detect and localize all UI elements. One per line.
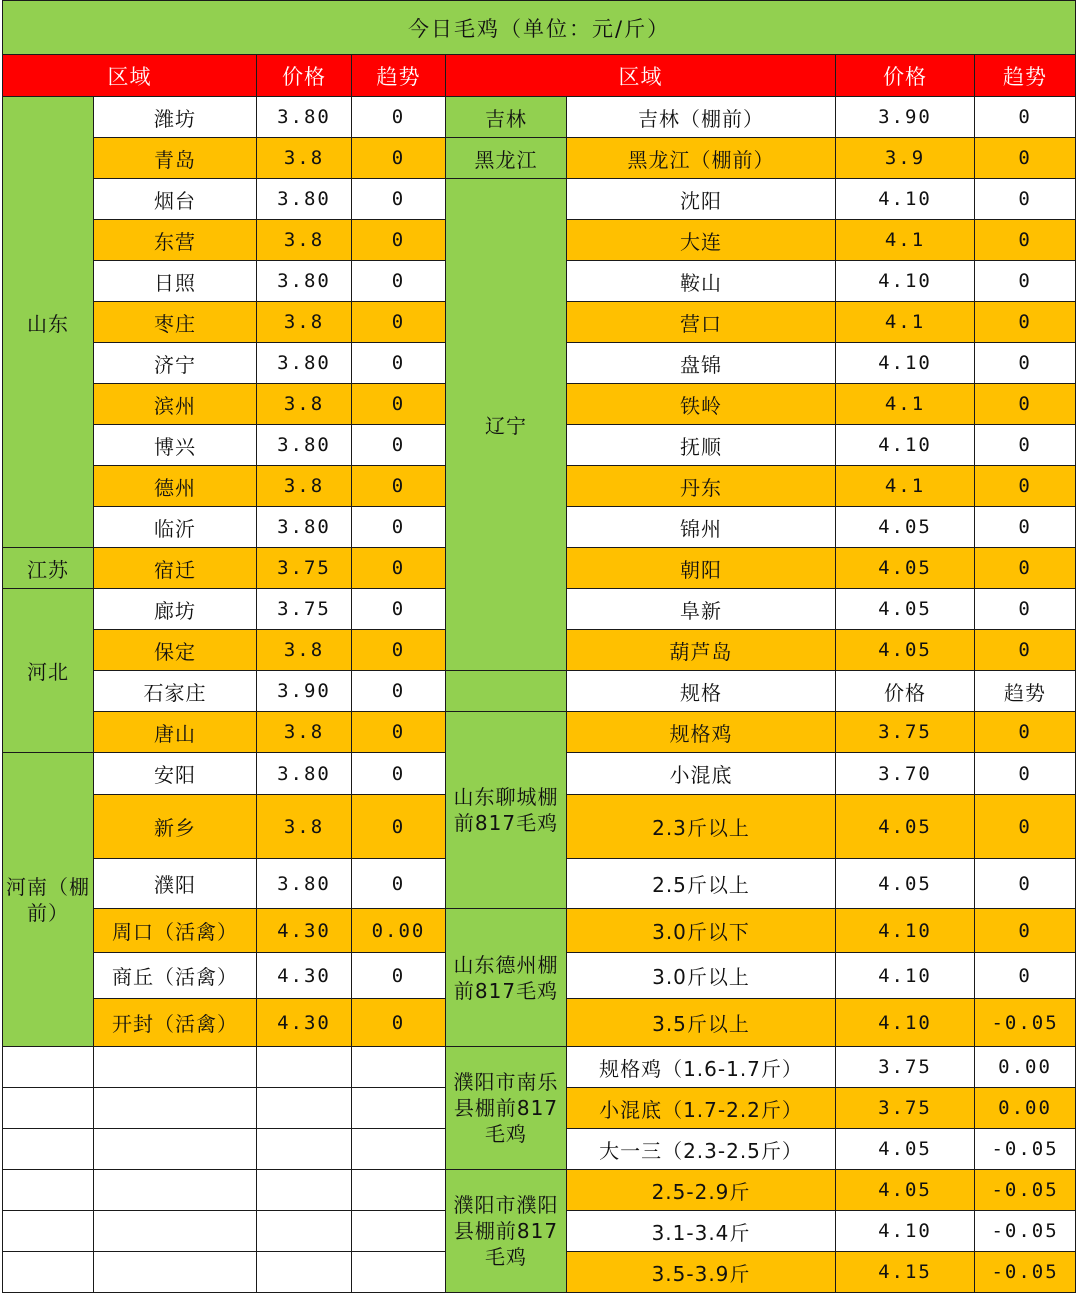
empty-cell <box>352 1211 446 1252</box>
left-price: 3.80 <box>257 753 352 795</box>
header-region: 区域 <box>3 55 257 97</box>
right-price: 4.10 <box>836 179 975 220</box>
right-trend: 0 <box>975 909 1076 953</box>
right-area: 规格鸡（1.6-1.7斤） <box>567 1047 836 1088</box>
empty-cell <box>352 1047 446 1088</box>
left-city: 潍坊 <box>94 97 257 138</box>
right-price: 4.15 <box>836 1252 975 1293</box>
right-price: 3.70 <box>836 753 975 795</box>
header-price-right: 价格 <box>836 55 975 97</box>
empty-cell <box>3 1129 94 1170</box>
left-trend: 0 <box>352 999 446 1047</box>
right-area: 2.3斤以上 <box>567 795 836 859</box>
empty-cell <box>257 1211 352 1252</box>
left-trend: 0 <box>352 753 446 795</box>
left-city: 濮阳 <box>94 859 257 909</box>
right-price: 3.75 <box>836 1047 975 1088</box>
empty-cell <box>257 1047 352 1088</box>
right-trend: 0 <box>975 712 1076 753</box>
left-city: 保定 <box>94 630 257 671</box>
right-area: 小混底 <box>567 753 836 795</box>
group-jiangsu: 江苏 <box>3 548 94 589</box>
left-city: 德州 <box>94 466 257 507</box>
empty-cell <box>94 1211 257 1252</box>
left-price: 3.8 <box>257 466 352 507</box>
right-area: 3.1-3.4斤 <box>567 1211 836 1252</box>
right-price: 4.05 <box>836 859 975 909</box>
right-area: 大一三（2.3-2.5斤） <box>567 1129 836 1170</box>
right-trend: 0 <box>975 859 1076 909</box>
right-price: 4.1 <box>836 302 975 343</box>
group-shandong: 山东 <box>3 97 94 548</box>
right-price: 4.05 <box>836 548 975 589</box>
empty-cell <box>352 1170 446 1211</box>
right-price: 4.10 <box>836 953 975 999</box>
left-price: 3.8 <box>257 630 352 671</box>
right-trend: 0 <box>975 466 1076 507</box>
left-price: 3.8 <box>257 795 352 859</box>
right-price: 4.10 <box>836 909 975 953</box>
right-area: 3.5斤以上 <box>567 999 836 1047</box>
empty-cell <box>94 1170 257 1211</box>
right-trend: 0 <box>975 138 1076 179</box>
right-price: 3.90 <box>836 97 975 138</box>
left-price: 3.80 <box>257 97 352 138</box>
left-trend: 0 <box>352 343 446 384</box>
group-dezhou: 山东德州棚前817毛鸡 <box>446 909 567 1047</box>
header-trend: 趋势 <box>352 55 446 97</box>
right-area: 2.5斤以上 <box>567 859 836 909</box>
right-price: 4.10 <box>836 1211 975 1252</box>
right-trend: -0.05 <box>975 1129 1076 1170</box>
price-table <box>2 0 1076 1293</box>
left-city: 滨州 <box>94 384 257 425</box>
left-city: 日照 <box>94 261 257 302</box>
left-trend: 0 <box>352 384 446 425</box>
right-area: 沈阳 <box>567 179 836 220</box>
right-trend: -0.05 <box>975 999 1076 1047</box>
right-price: 3.9 <box>836 138 975 179</box>
left-city: 临沂 <box>94 507 257 548</box>
right-trend: 0 <box>975 302 1076 343</box>
left-trend: 0 <box>352 425 446 466</box>
left-trend: 0 <box>352 859 446 909</box>
left-price: 3.8 <box>257 220 352 261</box>
left-price: 3.75 <box>257 589 352 630</box>
left-price: 3.8 <box>257 138 352 179</box>
group-nanle: 濮阳市南乐县棚前817毛鸡 <box>446 1047 567 1170</box>
left-price: 3.75 <box>257 548 352 589</box>
right-trend: 0.00 <box>975 1047 1076 1088</box>
empty-cell <box>3 1252 94 1293</box>
right-area: 朝阳 <box>567 548 836 589</box>
spec-blank-cell <box>446 671 567 712</box>
left-city: 宿迁 <box>94 548 257 589</box>
left-city: 周口（活禽） <box>94 909 257 953</box>
right-price: 4.1 <box>836 466 975 507</box>
right-area: 2.5-2.9斤 <box>567 1170 836 1211</box>
right-area: 大连 <box>567 220 836 261</box>
left-trend: 0 <box>352 220 446 261</box>
right-trend: 0 <box>975 589 1076 630</box>
right-trend: 0 <box>975 384 1076 425</box>
right-area: 小混底（1.7-2.2斤） <box>567 1088 836 1129</box>
group-puyang: 濮阳市濮阳县棚前817毛鸡 <box>446 1170 567 1293</box>
right-trend: 0 <box>975 179 1076 220</box>
right-price: 4.10 <box>836 261 975 302</box>
right-area: 规格鸡 <box>567 712 836 753</box>
left-city: 济宁 <box>94 343 257 384</box>
left-trend: 0 <box>352 179 446 220</box>
right-trend: 0 <box>975 548 1076 589</box>
left-city: 廊坊 <box>94 589 257 630</box>
spec-header: 规格 <box>567 671 836 712</box>
right-price: 4.05 <box>836 795 975 859</box>
group-liaoning: 辽宁 <box>446 179 567 671</box>
right-price: 4.05 <box>836 1129 975 1170</box>
empty-cell <box>352 1129 446 1170</box>
right-area: 抚顺 <box>567 425 836 466</box>
group-henan: 河南（棚前） <box>3 753 94 1047</box>
left-trend: 0 <box>352 712 446 753</box>
left-city: 新乡 <box>94 795 257 859</box>
empty-cell <box>352 1252 446 1293</box>
left-trend: 0 <box>352 548 446 589</box>
right-price: 4.10 <box>836 425 975 466</box>
left-trend: 0.00 <box>352 909 446 953</box>
right-area: 吉林（棚前） <box>567 97 836 138</box>
empty-cell <box>94 1047 257 1088</box>
right-area: 葫芦岛 <box>567 630 836 671</box>
right-price: 3.75 <box>836 712 975 753</box>
right-trend: 0 <box>975 507 1076 548</box>
empty-cell <box>94 1129 257 1170</box>
right-area: 丹东 <box>567 466 836 507</box>
empty-cell <box>352 1088 446 1129</box>
right-area: 3.0斤以上 <box>567 953 836 999</box>
empty-cell <box>3 1170 94 1211</box>
left-trend: 0 <box>352 138 446 179</box>
left-trend: 0 <box>352 302 446 343</box>
group-hebei: 河北 <box>3 589 94 753</box>
left-city: 烟台 <box>94 179 257 220</box>
right-trend: -0.05 <box>975 1252 1076 1293</box>
left-price: 4.30 <box>257 953 352 999</box>
right-area: 铁岭 <box>567 384 836 425</box>
right-area: 盘锦 <box>567 343 836 384</box>
left-price: 4.30 <box>257 909 352 953</box>
right-trend: 0 <box>975 753 1076 795</box>
right-trend: 0 <box>975 425 1076 466</box>
empty-cell <box>3 1047 94 1088</box>
left-trend: 0 <box>352 507 446 548</box>
left-price: 3.8 <box>257 384 352 425</box>
right-trend: -0.05 <box>975 1211 1076 1252</box>
left-city: 石家庄 <box>94 671 257 712</box>
left-trend: 0 <box>352 261 446 302</box>
left-city: 安阳 <box>94 753 257 795</box>
left-city: 青岛 <box>94 138 257 179</box>
right-area: 鞍山 <box>567 261 836 302</box>
left-city: 唐山 <box>94 712 257 753</box>
right-trend: -0.05 <box>975 1170 1076 1211</box>
left-price: 3.8 <box>257 712 352 753</box>
left-trend: 0 <box>352 671 446 712</box>
empty-cell <box>94 1088 257 1129</box>
left-price: 3.80 <box>257 261 352 302</box>
left-city: 枣庄 <box>94 302 257 343</box>
left-city: 东营 <box>94 220 257 261</box>
right-area: 锦州 <box>567 507 836 548</box>
left-trend: 0 <box>352 466 446 507</box>
spec-header-price: 价格 <box>836 671 975 712</box>
left-city: 开封（活禽） <box>94 999 257 1047</box>
right-area: 营口 <box>567 302 836 343</box>
left-trend: 0 <box>352 589 446 630</box>
left-city: 博兴 <box>94 425 257 466</box>
empty-cell <box>3 1211 94 1252</box>
empty-cell <box>3 1088 94 1129</box>
right-trend: 0 <box>975 795 1076 859</box>
right-area: 阜新 <box>567 589 836 630</box>
table-title: 今日毛鸡（单位：元/斤） <box>3 1 1076 55</box>
right-price: 4.05 <box>836 1170 975 1211</box>
group-liaocheng: 山东聊城棚前817毛鸡 <box>446 712 567 909</box>
right-price: 4.05 <box>836 589 975 630</box>
right-area: 3.5-3.9斤 <box>567 1252 836 1293</box>
left-price: 4.30 <box>257 999 352 1047</box>
left-trend: 0 <box>352 953 446 999</box>
group-jilin: 吉林 <box>446 97 567 138</box>
spec-header-trend: 趋势 <box>975 671 1076 712</box>
empty-cell <box>94 1252 257 1293</box>
empty-cell <box>257 1129 352 1170</box>
right-trend: 0 <box>975 343 1076 384</box>
right-trend: 0.00 <box>975 1088 1076 1129</box>
left-price: 3.80 <box>257 179 352 220</box>
left-price: 3.80 <box>257 859 352 909</box>
left-city: 商丘（活禽） <box>94 953 257 999</box>
right-price: 4.05 <box>836 630 975 671</box>
left-price: 3.80 <box>257 343 352 384</box>
right-price: 4.1 <box>836 220 975 261</box>
left-trend: 0 <box>352 795 446 859</box>
right-trend: 0 <box>975 261 1076 302</box>
left-trend: 0 <box>352 97 446 138</box>
right-price: 3.75 <box>836 1088 975 1129</box>
header-price: 价格 <box>257 55 352 97</box>
left-price: 3.8 <box>257 302 352 343</box>
right-area: 3.0斤以下 <box>567 909 836 953</box>
empty-cell <box>257 1170 352 1211</box>
right-price: 4.10 <box>836 343 975 384</box>
group-heilongjiang: 黑龙江 <box>446 138 567 179</box>
left-price: 3.80 <box>257 507 352 548</box>
right-trend: 0 <box>975 97 1076 138</box>
right-price: 4.05 <box>836 507 975 548</box>
empty-cell <box>257 1088 352 1129</box>
header-region-right: 区域 <box>446 55 836 97</box>
right-trend: 0 <box>975 220 1076 261</box>
right-trend: 0 <box>975 953 1076 999</box>
header-trend-right: 趋势 <box>975 55 1076 97</box>
right-price: 4.1 <box>836 384 975 425</box>
right-area: 黑龙江（棚前） <box>567 138 836 179</box>
right-price: 4.10 <box>836 999 975 1047</box>
left-trend: 0 <box>352 630 446 671</box>
left-price: 3.80 <box>257 425 352 466</box>
left-price: 3.90 <box>257 671 352 712</box>
empty-cell <box>257 1252 352 1293</box>
right-trend: 0 <box>975 630 1076 671</box>
